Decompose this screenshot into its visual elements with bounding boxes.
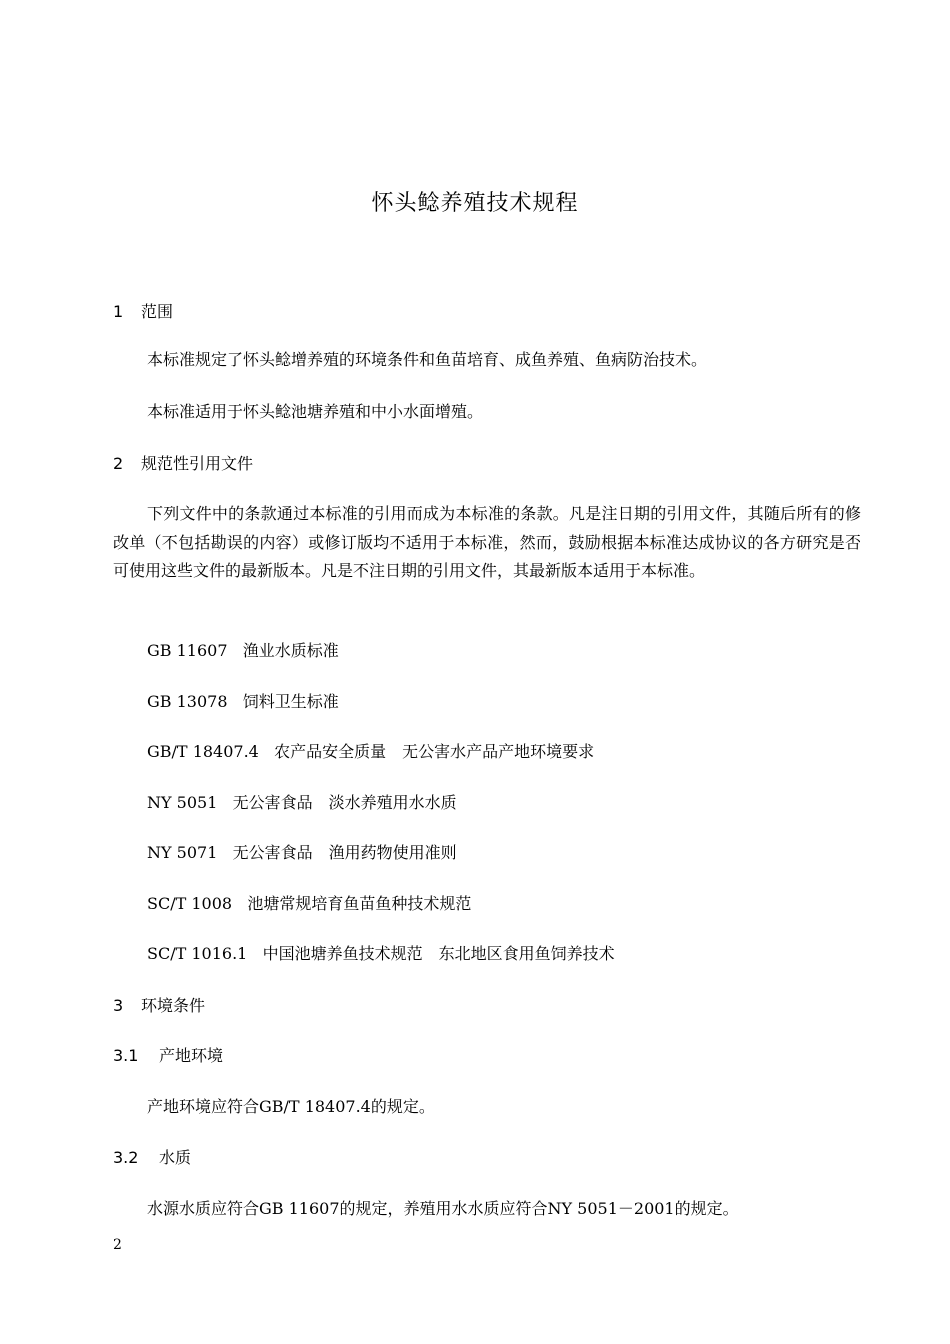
section-1-paragraph-2: 本标准适用于怀头鲶池塘养殖和中小水面增殖。 [147,402,484,421]
section-1-paragraph-1: 本标准规定了怀头鲶增养殖的环境条件和鱼苗培育、成鱼养殖、鱼病防治技术。 [147,350,708,369]
subsection-number: 3.2 [113,1148,139,1167]
reference-name: 无公害食品 淡水养殖用水水质 [232,793,457,812]
reference-name: 中国池塘养鱼技术规范 东北地区食用鱼饲养技术 [262,944,615,963]
section-2-paragraph: 下列文件中的条款通过本标准的引用而成为本标准的条款。凡是注日期的引用文件，其随后所有的修改单（不包括勘误的内容）或修订版均不适用于本标准，然而，鼓励根据本标准达成协议的各方研究是否可使用这些文件的最新版本。凡是不注日期的引用文件，其最新版本适用于本标准。 [113,504,861,580]
reference-item [147,843,457,863]
subsection-3-2-heading [113,1148,191,1168]
reference-name: 池塘常规培育鱼苗鱼种技术规范 [247,894,472,913]
reference-code: GB/T 18407.4 [147,742,259,761]
reference-item [147,742,594,762]
reference-item [147,793,457,813]
reference-code: GB 11607 [147,641,228,660]
section-number: 2 [113,454,124,473]
subsection-number: 3.1 [113,1046,139,1065]
subsection-3-1-heading [113,1046,223,1066]
reference-code: NY 5051 [147,793,218,812]
reference-code: SC/T 1008 [147,894,233,913]
section-2-heading [113,454,253,474]
page-number: 2 [113,1237,122,1253]
reference-code: GB 13078 [147,692,228,711]
reference-item [147,944,615,964]
section-title: 环境条件 [141,996,206,1015]
section-number: 1 [113,302,124,321]
subsection-title: 水质 [159,1148,192,1167]
reference-code: NY 5071 [147,843,218,862]
reference-name: 无公害食品 渔用药物使用准则 [232,843,457,862]
reference-item [147,894,471,914]
section-number: 3 [113,996,124,1015]
document-title: 怀头鲶养殖技术规程 [371,191,579,216]
section-3-heading [113,996,205,1016]
subsection-3-1-text: 产地环境应符合GB/T 18407.4的规定。 [147,1097,435,1116]
reference-name: 渔业水质标准 [242,641,339,660]
reference-item [147,692,339,712]
section-title: 范围 [141,302,174,321]
subsection-3-2-text: 水源水质应符合GB 11607的规定，养殖用水水质应符合NY 5051－2001的规定。 [147,1199,739,1218]
reference-item [147,641,339,661]
reference-code: SC/T 1016.1 [147,944,248,963]
section-1-heading [113,302,173,322]
section-title: 规范性引用文件 [141,454,254,473]
subsection-title: 产地环境 [159,1046,224,1065]
reference-name: 农产品安全质量 无公害水产品产地环境要求 [274,742,595,761]
reference-name: 饲料卫生标准 [242,692,339,711]
